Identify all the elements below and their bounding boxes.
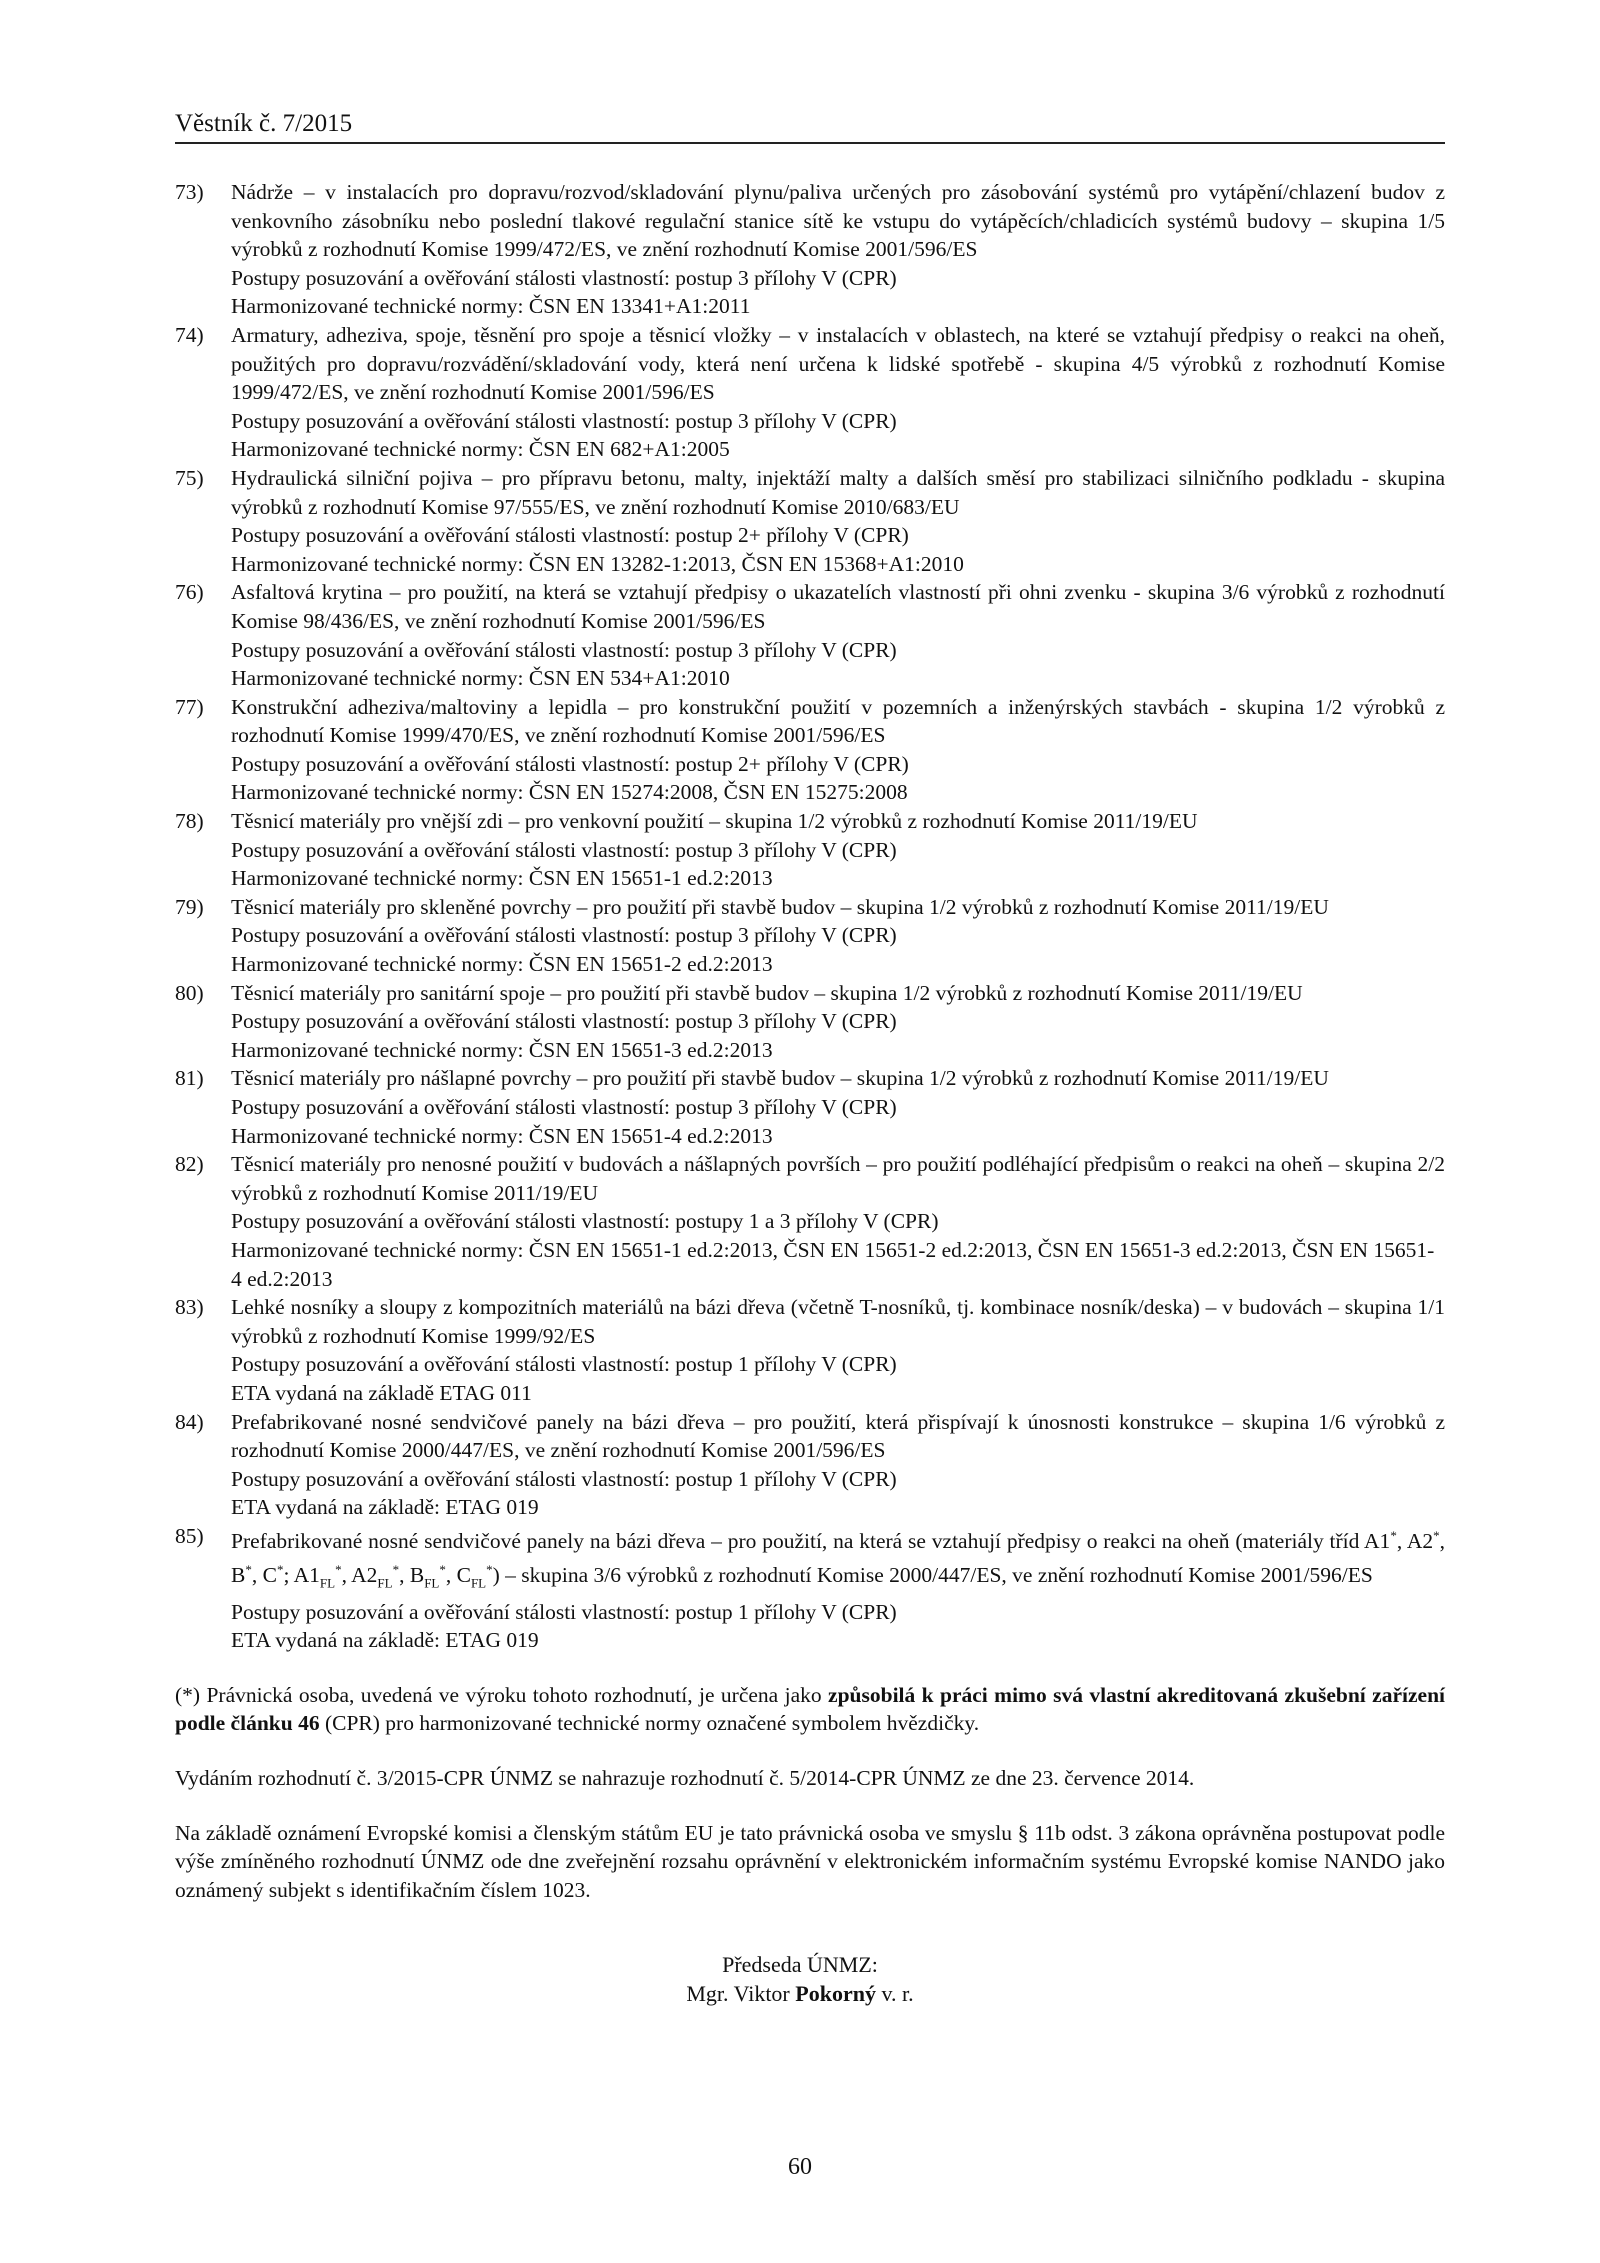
list-item xyxy=(175,893,1445,979)
item-description: Nádrže – v instalacích pro dopravu/rozvod/skladování plynu/paliva určených pro zásobování systémů pro vytápění/chlazení budov z venkovního zásobníku nebo poslední tlakové regulační stanice sítě ke vstupu do vytápěcích/chladicích systémů budovy – skupina 1/5 výrobků z rozhodnutí Komise 1999/472/ES, ve znění rozhodnutí Komise 2001/596/ES xyxy=(231,180,1445,262)
list-item xyxy=(175,979,1445,1065)
item-procedure: Postupy posuzování a ověřování stálosti vlastností: postup 2+ přílohy V (CPR) xyxy=(231,751,909,776)
page-number: 60 xyxy=(788,2154,812,2180)
item-standards: Harmonizované technické normy: ČSN EN 15651-3 ed.2:2013 xyxy=(231,1037,773,1062)
item-procedure: Postupy posuzování a ověřování stálosti vlastností: postup 1 přílohy V (CPR) xyxy=(231,1599,897,1624)
item-number: 78) xyxy=(175,809,204,834)
item-body xyxy=(231,1408,1445,1522)
item-body xyxy=(231,1293,1445,1407)
item-number: 73) xyxy=(175,180,204,204)
item-body xyxy=(231,321,1445,464)
item-standards: Harmonizované technické normy: ČSN EN 682+A1:2005 xyxy=(231,437,730,462)
item-description: Těsnicí materiály pro nášlapné povrchy – pro použití při stavbě budov – skupina 1/2 výrobků z rozhodnutí Komise 2011/19/EU xyxy=(231,1066,1329,1091)
item-description: Hydraulická silniční pojiva – pro přípravu betonu, malty, injektáží malty a dalších směsí pro stabilizaci silničního podkladu - skupina výrobků z rozhodnutí Komise 97/555/ES, ve znění rozhodnutí Komise 2010/683/EU xyxy=(231,465,1445,519)
list-item xyxy=(175,693,1445,807)
item-procedure: Postupy posuzování a ověřování stálosti vlastností: postup 3 přílohy V (CPR) xyxy=(231,1095,897,1119)
item-procedure: Postupy posuzování a ověřování stálosti vlastností: postup 2+ přílohy V (CPR) xyxy=(231,523,909,548)
item-standards: Harmonizované technické normy: ČSN EN 15651-4 ed.2:2013 xyxy=(231,1123,773,1148)
replacement-paragraph: Vydáním rozhodnutí č. 3/2015-CPR ÚNMZ se nahrazuje rozhodnutí č. 5/2014-CPR ÚNMZ ze dne 23. července 2014. xyxy=(175,1766,1195,1791)
item-description: Armatury, adheziva, spoje, těsnění pro spoje a těsnicí vložky – v instalacích v oblastech, na které se vztahují předpisy o reakci na oheň, použitých pro dopravu/rozvádění/skladování vody, která není určena k lidské spotřebě - skupina 4/5 výrobků z rozhodnutí Komise 1999/472/ES, ve znění rozhodnutí Komise 2001/596/ES xyxy=(231,322,1445,405)
item-number: 76) xyxy=(175,580,204,605)
item-standards: Harmonizované technické normy: ČSN EN 15274:2008, ČSN EN 15275:2008 xyxy=(231,780,908,805)
item-standards: Harmonizované technické normy: ČSN EN 13282-1:2013, ČSN EN 15368+A1:2010 xyxy=(231,551,964,576)
item-standards: ETA vydaná na základě: ETAG 019 xyxy=(231,1628,539,1653)
item-number: 81) xyxy=(175,1066,204,1091)
journal-title: Věstník č. 7/2015 xyxy=(175,110,353,137)
item-number: 82) xyxy=(175,1152,204,1177)
item-number: 83) xyxy=(175,1295,204,1320)
item-description: Těsnicí materiály pro vnější zdi – pro venkovní použití – skupina 1/2 výrobků z rozhodnutí Komise 2011/19/EU xyxy=(231,809,1198,834)
list-item xyxy=(175,321,1445,464)
list-item xyxy=(175,807,1445,893)
list-item xyxy=(175,1408,1445,1522)
item-description: Asfaltová krytina – pro použití, na která se vztahují předpisy o ukazatelích vlastností při ohni zvenku - skupina 3/6 výrobků z rozhodnutí Komise 98/436/ES, ve znění rozhodnutí Komise 2001/596/ES xyxy=(231,580,1445,633)
item-standards: Harmonizované technické normy: ČSN EN 13341+A1:2011 xyxy=(231,294,751,319)
item-body xyxy=(231,893,1445,979)
item-procedure: Postupy posuzování a ověřování stálosti vlastností: postup 3 přílohy V (CPR) xyxy=(231,837,897,862)
item-body xyxy=(231,464,1445,578)
item-procedure: Postupy posuzování a ověřování stálosti vlastností: postup 1 přílohy V (CPR) xyxy=(231,1466,897,1491)
item-description: Těsnicí materiály pro sanitární spoje – pro použití při stavbě budov – skupina 1/2 výrobků z rozhodnutí Komise 2011/19/EU xyxy=(231,980,1303,1005)
item-number: 79) xyxy=(175,894,204,919)
list-item xyxy=(175,464,1445,578)
item-description: Prefabrikované nosné sendvičové panely na bázi dřeva – pro použití, která přispívají k únosnosti konstrukce – skupina 1/6 výrobků z rozhodnutí Komise 2000/447/ES, ve znění rozhodnutí Komise 2001/596/ES xyxy=(231,1409,1445,1463)
item-procedure: Postupy posuzování a ověřování stálosti vlastností: postup 3 přílohy V (CPR) xyxy=(231,923,897,948)
list-item xyxy=(175,1150,1445,1293)
item-standards: Harmonizované technické normy: ČSN EN 15651-1 ed.2:2013 xyxy=(231,866,773,891)
item-body xyxy=(231,578,1445,692)
item-description: Lehké nosníky a sloupy z kompozitních materiálů na bázi dřeva (včetně T-nosníků, tj. kombinace nosník/deska) – v budovách – skupina 1/1 výrobků z rozhodnutí Komise 1999/92/ES xyxy=(231,1295,1445,1348)
item-description: Prefabrikované nosné sendvičové panely na bázi dřeva – pro použití, na která se vztahují předpisy o reakci na oheň (materiály tříd A1*, A2*, B*, C*; $A1_{FL}^*$, $A2_{FL}^*$, $B_{FL}^*$, $C_{FL}^*$) – skupina 3/6 výrobků z rozhodnutí Komise 2000/447/ES, ve znění rozhodnutí Komise 2001/596/ES xyxy=(231,1527,1445,1591)
item-body xyxy=(231,979,1445,1065)
item-standards: Harmonizované technické normy: ČSN EN 15651-2 ed.2:2013 xyxy=(231,952,773,977)
list-item-85 xyxy=(175,1522,1445,1655)
item-standards: ETA vydaná na základě ETAG 011 xyxy=(231,1380,532,1405)
item-body xyxy=(231,807,1445,893)
item-procedure: Postupy posuzování a ověřování stálosti vlastností: postupy 1 a 3 přílohy V (CPR) xyxy=(231,1209,939,1234)
list-item xyxy=(175,1293,1445,1407)
item-number: 77) xyxy=(175,694,204,719)
list-item xyxy=(175,578,1445,692)
item-number: 85) xyxy=(175,1523,204,1548)
document-body xyxy=(175,178,1445,1904)
item-number: 74) xyxy=(175,322,204,347)
item-standards: Harmonizované technické normy: ČSN EN 534+A1:2010 xyxy=(231,666,730,691)
item-procedure: Postupy posuzování a ověřování stálosti vlastností: postup 3 přílohy V (CPR) xyxy=(231,1009,897,1034)
item-description: Těsnicí materiály pro skleněné povrchy – pro použití při stavbě budov – skupina 1/2 výrobků z rozhodnutí Komise 2011/19/EU xyxy=(231,894,1329,919)
item-body xyxy=(231,1064,1445,1150)
item-number: 80) xyxy=(175,980,204,1005)
item-body xyxy=(231,178,1445,321)
list-item xyxy=(175,178,1445,321)
item-body xyxy=(231,693,1445,807)
page-header xyxy=(175,110,1445,144)
item-standards: Harmonizované technické normy: ČSN EN 15651-1 ed.2:2013, ČSN EN 15651-2 ed.2:2013, ČSN EN 15651-3 ed.2:2013, ČSN EN 15651-4 ed.2:2013 xyxy=(231,1237,1435,1291)
signature-name: Mgr. Viktor Pokorný v. r. xyxy=(686,1981,914,2006)
item-standards: ETA vydaná na základě: ETAG 019 xyxy=(231,1495,539,1520)
item-procedure: Postupy posuzování a ověřování stálosti vlastností: postup 1 přílohy V (CPR) xyxy=(231,1352,897,1377)
item-number: 75) xyxy=(175,465,204,490)
footnote-paragraph: (*) Právnická osoba, uvedená ve výroku tohoto rozhodnutí, je určena jako způsobilá k práci mimo svá vlastní akreditovaná zkušební zařízení podle článku 46 (CPR) pro harmonizované technické normy označené symbolem hvězdičky. xyxy=(175,1682,1445,1736)
item-number: 84) xyxy=(175,1409,204,1434)
notification-paragraph: Na základě oznámení Evropské komisi a členským státům EU je tato právnická osoba ve smyslu § 11b odst. 3 zákona oprávněna postupovat podle výše zmíněného rozhodnutí ÚNMZ ode dne zveřejnění rozsahu oprávnění v elektronickém informačním systému Evropské komise NANDO jako oznámený subjekt s identifikačním číslem 1023. xyxy=(175,1820,1445,1902)
item-procedure: Postupy posuzování a ověřování stálosti vlastností: postup 3 přílohy V (CPR) xyxy=(231,408,897,433)
item-body xyxy=(231,1150,1445,1293)
signature-role: Předseda ÚNMZ: xyxy=(722,1952,878,1977)
list-item xyxy=(175,1064,1445,1150)
item-body xyxy=(231,1522,1445,1655)
item-procedure: Postupy posuzování a ověřování stálosti vlastností: postup 3 přílohy V (CPR) xyxy=(231,637,897,662)
item-description: Těsnicí materiály pro nenosné použití v budovách a nášlapných površích – pro použití podléhající předpisům o reakci na oheň – skupina 2/2 výrobků z rozhodnutí Komise 2011/19/EU xyxy=(231,1152,1445,1205)
item-description: Konstrukční adheziva/maltoviny a lepidla – pro konstrukční použití v pozemních a inženýrských stavbách - skupina 1/2 výrobků z rozhodnutí Komise 1999/470/ES, ve znění rozhodnutí Komise 2001/596/ES xyxy=(231,694,1445,748)
item-procedure: Postupy posuzování a ověřování stálosti vlastností: postup 3 přílohy V (CPR) xyxy=(231,265,897,290)
item-list xyxy=(175,178,1445,1522)
